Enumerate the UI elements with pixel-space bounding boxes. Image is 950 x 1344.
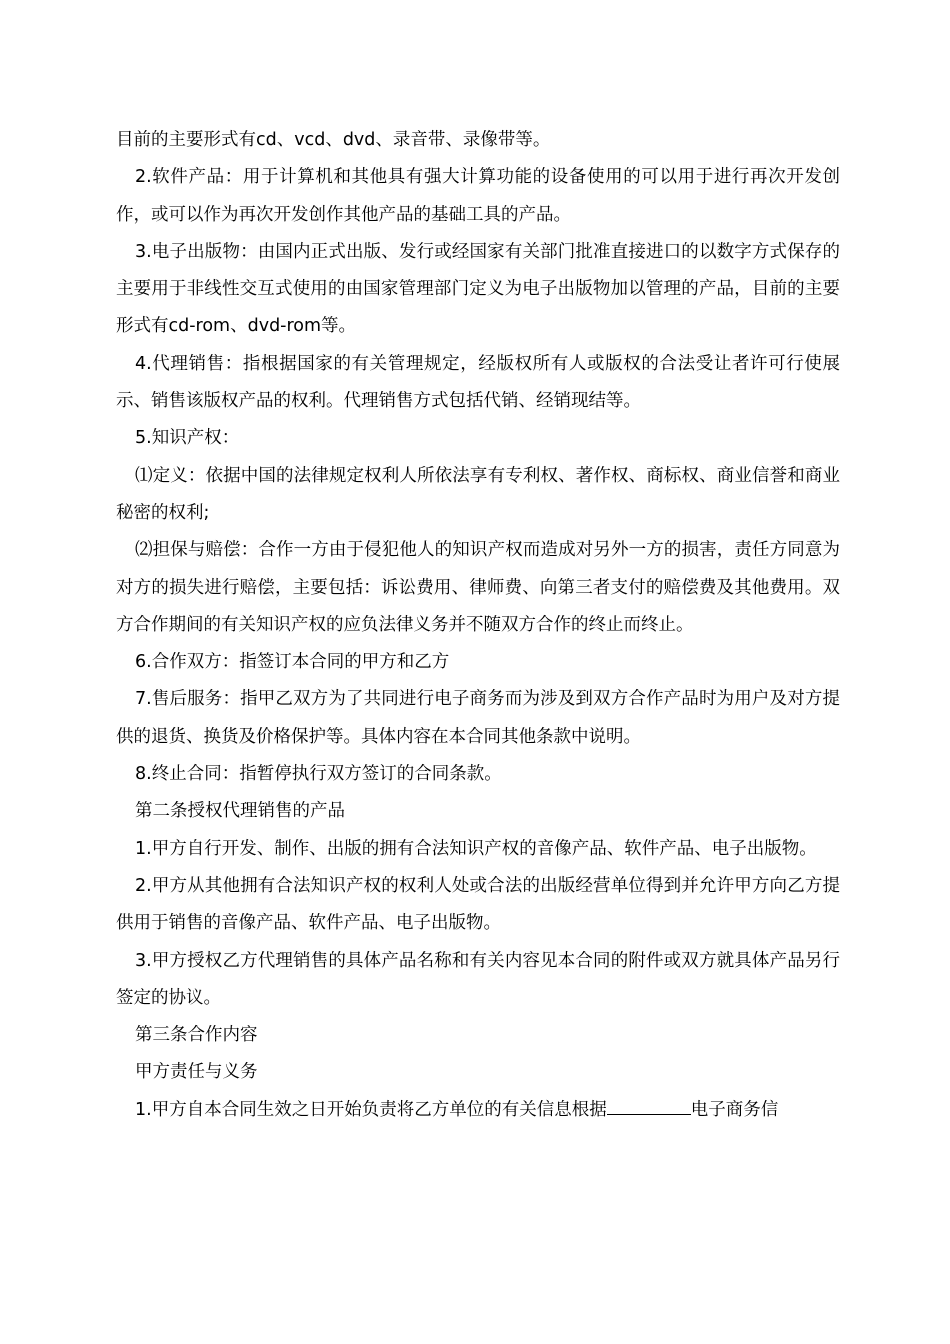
paragraph: 3.甲方授权乙方代理销售的具体产品名称和有关内容见本合同的附件或双方就具体产品另行签定的协议。 [116,950,840,1008]
paragraph: 2.甲方从其他拥有合法知识产权的权利人处或合法的出版经营单位得到并允许甲方向乙方提供用于销售的音像产品、软件产品、电子出版物。 [116,875,840,934]
paragraph: 5.知识产权： [135,428,240,449]
paragraph-last [116,1092,840,1129]
paragraph: 3.电子出版物：由国内正式出版、发行或经国家有关部门批准直接进口的以数字方式保存的主要用于非线性交互式使用的由国家管理部门定义为电子出版物加以管理的产品，目前的主要形式有cd-rom、dvd-rom等。 [116,241,840,337]
paragraph-text-after-blank: 电子商务信 [690,1099,779,1120]
paragraph: ⑴定义：依据中国的法律规定权利人所依法享有专利权、著作权、商标权、商业信誉和商业秘密的权利; [116,465,840,523]
document-page [116,122,840,1129]
paragraph: 7.售后服务：指甲乙双方为了共同进行电子商务而为涉及到双方合作产品时为用户及对方提供的退货、换货及价格保护等。具体内容在本合同其他条款中说明。 [116,689,840,747]
paragraph: ⑵担保与赔偿：合作一方由于侵犯他人的知识产权而造成对另外一方的损害，责任方同意为对方的损失进行赔偿，主要包括：诉讼费用、律师费、向第三者支付的赔偿费及其他费用。双方合作期间的有关知识产权的应负法律义务并不随双方合作的终止而终止。 [116,540,840,635]
fill-in-blank [607,1095,691,1114]
paragraph-text-before-blank: 1.甲方自本合同生效之日开始负责将乙方单位的有关信息根据 [135,1099,607,1120]
paragraph: 目前的主要形式有cd、vcd、dvd、录音带、录像带等。 [116,130,551,150]
paragraph: 2.软件产品：用于计算机和其他具有强大计算功能的设备使用的可以用于进行再次开发创作，或可以作为再次开发创作其他产品的基础工具的产品。 [116,167,840,225]
paragraph: 4.代理销售：指根据国家的有关管理规定，经版权所有人或版权的合法受让者许可行使展示、销售该版权产品的权利。代理销售方式包括代销、经销现结等。 [116,353,840,412]
paragraph: 6.合作双方：指签订本合同的甲方和乙方 [135,652,450,673]
section-heading: 第三条合作内容 [135,1025,258,1046]
paragraph: 8.终止合同：指暂停执行双方签订的合同条款。 [135,764,502,785]
paragraph: 1.甲方自行开发、制作、出版的拥有合法知识产权的音像产品、软件产品、电子出版物。 [135,838,817,859]
subsection-heading: 甲方责任与义务 [135,1062,258,1083]
section-heading: 第二条授权代理销售的产品 [135,801,345,822]
